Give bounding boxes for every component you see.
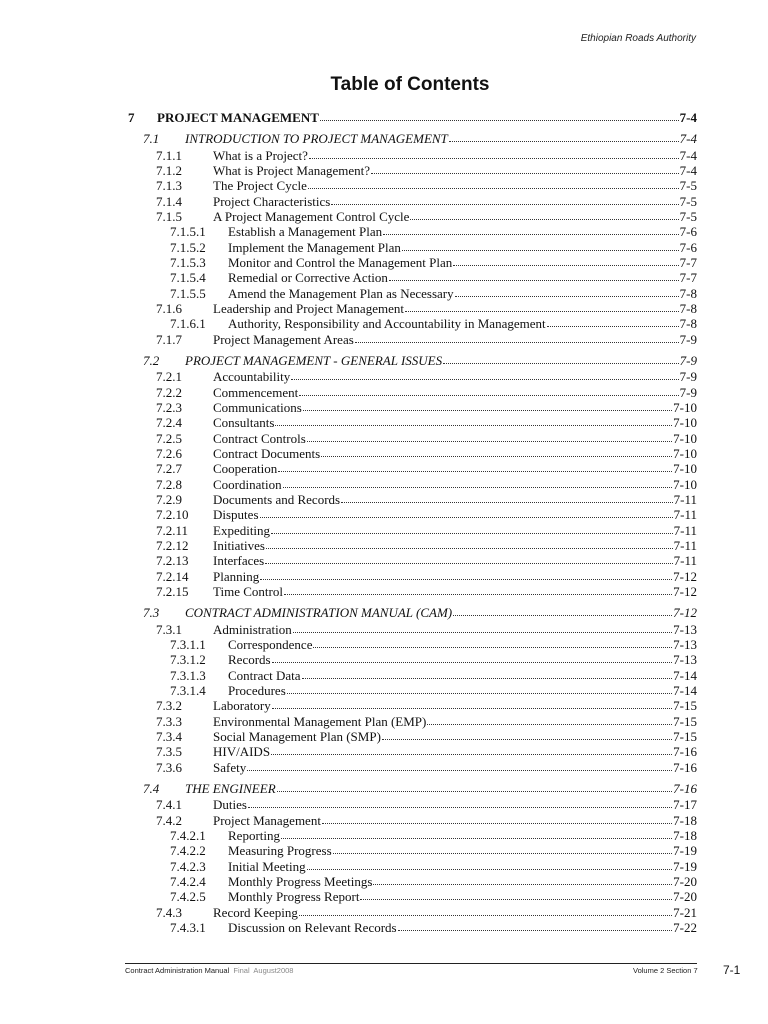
toc-leader-dots: [284, 584, 672, 595]
toc-entry-title: Cooperation: [213, 461, 278, 477]
footer-status: Final: [233, 966, 250, 975]
toc-entry[interactable]: [156, 492, 697, 508]
toc-entry-page: 7-13: [673, 621, 697, 637]
toc-entry-title: Measuring Progress: [228, 843, 332, 859]
toc-entry-number: 7.1: [143, 131, 160, 147]
toc-entry-title: Leadership and Project Management: [213, 300, 404, 316]
toc-leader-dots: [443, 353, 679, 364]
toc-entry[interactable]: [170, 920, 697, 936]
toc-entry-title: Record Keeping: [213, 904, 298, 920]
toc-entry[interactable]: [170, 316, 697, 332]
toc-entry-page: 7-11: [673, 507, 697, 523]
toc-entry-number: 7.3.4: [156, 728, 182, 744]
toc-entry-number: 7.3.1.3: [170, 667, 206, 683]
toc-leader-dots: [302, 668, 673, 679]
toc-entry[interactable]: [156, 760, 697, 776]
toc-entry[interactable]: [156, 569, 697, 585]
toc-entry[interactable]: [170, 874, 697, 890]
toc-entry-page: 7-15: [673, 728, 697, 744]
toc-entry-number: 7.2.2: [156, 384, 182, 400]
toc-entry-title: What is Project Management?: [213, 162, 371, 178]
toc-leader-dots: [266, 538, 673, 549]
toc-leader-dots: [405, 301, 679, 312]
toc-entry-number: 7.2.7: [156, 461, 182, 477]
toc-entry-number: 7.4.3.1: [170, 919, 206, 935]
toc-entry[interactable]: [156, 148, 697, 164]
toc-entry-page: 7-11: [673, 553, 697, 569]
footer-section: Volume 2 Section 7: [633, 966, 698, 975]
toc-entry[interactable]: [156, 209, 697, 225]
toc-entry-page: 7-11: [673, 537, 697, 553]
toc-leader-dots: [331, 194, 678, 205]
toc-leader-dots: [260, 507, 673, 518]
toc-leader-dots: [389, 270, 679, 281]
toc-entry-number: 7.4: [143, 780, 160, 796]
toc-entry[interactable]: [170, 240, 697, 256]
toc-entry-page: 7-14: [673, 682, 697, 698]
toc-entry-page: 7-12: [673, 605, 697, 621]
toc-entry-title: Records: [228, 652, 271, 668]
toc-entry[interactable]: [156, 194, 697, 210]
toc-entry[interactable]: [156, 553, 697, 569]
toc-entry-title: Environmental Management Plan (EMP): [213, 713, 427, 729]
toc-entry[interactable]: [156, 431, 697, 447]
toc-leader-dots: [271, 744, 672, 755]
toc-entry[interactable]: [143, 353, 697, 369]
toc-entry-page: 7-7: [679, 270, 697, 286]
toc-entry-page: 7-10: [673, 430, 697, 446]
toc-entry-page: 7-10: [673, 461, 697, 477]
toc-entry-page: 7-5: [679, 193, 697, 209]
toc-leader-dots: [260, 569, 672, 580]
footer-manual-name: Contract Administration Manual: [125, 966, 230, 975]
toc-entry-number: 7.3.6: [156, 759, 182, 775]
toc-entry[interactable]: [156, 415, 697, 431]
toc-entry-number: 7.4.2.3: [170, 858, 206, 874]
toc-leader-dots: [272, 652, 673, 663]
toc-leader-dots: [299, 905, 672, 916]
footer-manual-info: [125, 966, 293, 975]
toc-leader-dots: [333, 843, 673, 854]
toc-entry-title: Project Management: [213, 812, 321, 828]
toc-leader-dots: [410, 209, 678, 220]
toc-entry-page: 7-17: [673, 797, 697, 813]
toc-entry[interactable]: [156, 507, 697, 523]
toc-entry-page: 7-4: [679, 147, 697, 163]
toc-leader-dots: [275, 415, 672, 426]
toc-entry-number: 7.1.5.2: [170, 239, 206, 255]
toc-entry-title: Reporting: [228, 827, 280, 843]
toc-entry-number: 7.2.14: [156, 568, 189, 584]
toc-entry-page: 7-16: [673, 780, 697, 796]
toc-entry-page: 7-13: [673, 636, 697, 652]
toc-entry-title: What is a Project?: [213, 147, 308, 163]
toc-entry-number: 7.1.3: [156, 178, 182, 194]
toc-entry-number: 7.1.5: [156, 208, 182, 224]
toc-entry-page: 7-6: [679, 224, 697, 240]
toc-entry-page: 7-10: [673, 415, 697, 431]
toc-entry-page: 7-11: [673, 522, 697, 538]
toc-entry-number: 7.1.6: [156, 300, 182, 316]
toc-entry-number: 7.2.9: [156, 491, 182, 507]
toc-entry[interactable]: [170, 286, 697, 302]
toc-entry-title: Amend the Management Plan as Necessary: [228, 285, 454, 301]
toc-entry-number: 7.4.2.2: [170, 843, 206, 859]
toc-entry-page: 7-8: [679, 316, 697, 332]
toc-leader-dots: [278, 461, 672, 472]
toc-entry-title: Contract Data: [228, 667, 301, 683]
toc-entry-title: Project Characteristics: [213, 193, 331, 209]
toc-entry-number: 7.1.5.5: [170, 285, 206, 301]
toc-entry-title: Interfaces: [213, 553, 265, 569]
toc-entry-page: 7-4: [679, 110, 697, 125]
toc-entry[interactable]: [156, 163, 697, 179]
toc-entry-page: 7-9: [679, 384, 697, 400]
toc-entry-number: 7.3.1.1: [170, 636, 206, 652]
toc-entry-title: Time Control: [213, 583, 283, 599]
toc-entry[interactable]: [156, 523, 697, 539]
toc-entry-number: 7: [128, 110, 135, 125]
toc-entry[interactable]: [170, 889, 697, 905]
toc-leader-dots: [309, 148, 679, 159]
toc-entry-number: 7.2.15: [156, 583, 189, 599]
toc-entry-page: 7-11: [673, 491, 697, 507]
toc-entry[interactable]: [156, 301, 697, 317]
toc-entry[interactable]: [170, 270, 697, 286]
toc-entry-title: Commencement: [213, 384, 299, 400]
toc-entry-page: 7-20: [673, 873, 697, 889]
footer-rule: [125, 963, 697, 964]
toc-entry-number: 7.2.12: [156, 537, 189, 553]
toc-leader-dots: [449, 131, 679, 142]
toc-entry-number: 7.1.4: [156, 193, 182, 209]
toc-entry-title: CONTRACT ADMINISTRATION MANUAL (CAM): [185, 605, 453, 621]
toc-entry-number: 7.2: [143, 352, 160, 368]
toc-leader-dots: [455, 286, 679, 297]
toc-leader-dots: [281, 828, 672, 839]
toc-entry-title: Documents and Records: [213, 491, 341, 507]
toc-entry-number: 7.2.13: [156, 553, 189, 569]
toc-entry-number: 7.1.5.3: [170, 254, 206, 270]
toc-entry-number: 7.3.1.4: [170, 682, 206, 698]
toc-leader-dots: [383, 224, 678, 235]
toc-entry-title: Monthly Progress Report: [228, 889, 360, 905]
toc-entry[interactable]: [156, 729, 697, 745]
toc-entry-title: Initiatives: [213, 537, 265, 553]
toc-entry[interactable]: [156, 813, 697, 829]
toc-leader-dots: [373, 874, 672, 885]
toc-entry-number: 7.4.2: [156, 812, 182, 828]
toc-entry-title: Contract Controls: [213, 430, 306, 446]
toc-entry-title: Laboratory: [213, 698, 271, 714]
page-title: Table of Contents: [330, 74, 490, 95]
toc-leader-dots: [355, 332, 679, 343]
toc-entry[interactable]: [128, 110, 697, 126]
toc-entry-page: 7-21: [673, 904, 697, 920]
toc-entry[interactable]: [156, 584, 697, 600]
toc-entry[interactable]: [156, 446, 697, 462]
toc-leader-dots: [271, 523, 673, 534]
toc-leader-dots: [247, 760, 672, 771]
toc-entry-page: 7-8: [679, 285, 697, 301]
toc-entry-title: Social Management Plan (SMP): [213, 728, 381, 744]
toc-entry-page: 7-10: [673, 399, 697, 415]
toc-entry-title: The Project Cycle: [213, 178, 307, 194]
toc-entry-page: 7-10: [673, 445, 697, 461]
toc-leader-dots: [272, 698, 672, 709]
toc-leader-dots: [283, 477, 673, 488]
toc-entry-number: 7.4.2.5: [170, 889, 206, 905]
toc-entry[interactable]: [156, 744, 697, 760]
toc-entry-title: PROJECT MANAGEMENT - GENERAL ISSUES: [185, 352, 443, 368]
toc-entry-number: 7.3.5: [156, 744, 182, 760]
toc-entry-number: 7.1.2: [156, 162, 182, 178]
toc-leader-dots: [322, 813, 672, 824]
toc-entry-number: 7.2.3: [156, 399, 182, 415]
toc-entry-page: 7-18: [673, 812, 697, 828]
toc-entry-page: 7-13: [673, 652, 697, 668]
toc-entry-page: 7-14: [673, 667, 697, 683]
toc-entry-title: Initial Meeting: [228, 858, 306, 874]
toc-entry-title: INTRODUCTION TO PROJECT MANAGEMENT: [185, 131, 448, 147]
toc-entry-title: Duties: [213, 797, 247, 813]
toc-entry-number: 7.2.8: [156, 476, 182, 492]
toc-entry-title: Project Management Areas: [213, 331, 354, 347]
toc-entry-title: HIV/AIDS: [213, 744, 271, 760]
toc-entry-page: 7-7: [679, 254, 697, 270]
toc-entry-number: 7.2.4: [156, 415, 182, 431]
toc-entry[interactable]: [170, 859, 697, 875]
toc-entry-title: Coordination: [213, 476, 282, 492]
toc-entry[interactable]: [156, 385, 697, 401]
toc-leader-dots: [427, 714, 672, 725]
toc-entry-number: 7.1.1: [156, 147, 182, 163]
toc-entry[interactable]: [143, 781, 697, 797]
toc-entry[interactable]: [170, 683, 697, 699]
toc-leader-dots: [360, 889, 672, 900]
toc-leader-dots: [320, 110, 679, 121]
toc-entry-title: Communications: [213, 399, 302, 415]
toc-entry-page: 7-12: [673, 568, 697, 584]
toc-entry[interactable]: [170, 668, 697, 684]
toc-entry-number: 7.3.1: [156, 621, 182, 637]
toc-entry-page: 7-15: [673, 713, 697, 729]
toc-entry[interactable]: [156, 477, 697, 493]
toc-entry[interactable]: [156, 622, 697, 638]
toc-leader-dots: [321, 446, 672, 457]
toc-entry[interactable]: [170, 255, 697, 271]
toc-leader-dots: [307, 859, 673, 870]
toc-leader-dots: [291, 369, 678, 380]
toc-entry-title: Contract Documents: [213, 445, 321, 461]
toc-entry-page: 7-12: [673, 583, 697, 599]
toc-entry-title: Safety: [213, 759, 247, 775]
toc-entry[interactable]: [156, 369, 697, 385]
toc-entry-page: 7-16: [673, 759, 697, 775]
toc-entry-page: 7-5: [679, 208, 697, 224]
toc-leader-dots: [303, 400, 672, 411]
toc-leader-dots: [547, 316, 679, 327]
toc-entry-page: 7-9: [679, 369, 697, 385]
toc-entry-number: 7.4.2.4: [170, 873, 206, 889]
toc-entry[interactable]: [156, 178, 697, 194]
toc-entry-page: 7-22: [673, 919, 697, 935]
toc-leader-dots: [248, 797, 672, 808]
toc-entry-page: 7-20: [673, 889, 697, 905]
toc-entry-title: Procedures: [228, 682, 286, 698]
toc-entry-title: Remedial or Corrective Action: [228, 270, 388, 286]
toc-entry[interactable]: [156, 461, 697, 477]
toc-entry-number: 7.4.2.1: [170, 827, 206, 843]
toc-leader-dots: [265, 553, 672, 564]
toc-entry[interactable]: [143, 131, 697, 147]
toc-entry-number: 7.3: [143, 605, 160, 621]
toc-entry-page: 7-15: [673, 698, 697, 714]
toc-leader-dots: [453, 605, 672, 616]
toc-entry-page: 7-19: [673, 858, 697, 874]
toc-entry-title: A Project Management Control Cycle: [213, 208, 410, 224]
toc-entry[interactable]: [143, 605, 697, 621]
toc-leader-dots: [341, 492, 673, 503]
toc-entry-page: 7-19: [673, 843, 697, 859]
toc-entry-page: 7-18: [673, 827, 697, 843]
toc-entry-title: Monitor and Control the Management Plan: [228, 254, 453, 270]
toc-entry-title: THE ENGINEER: [185, 780, 276, 796]
toc-entry-title: Establish a Management Plan: [228, 224, 383, 240]
toc-entry[interactable]: [156, 797, 697, 813]
toc-entry-number: 7.4.1: [156, 797, 182, 813]
toc-entry-page: 7-6: [679, 239, 697, 255]
toc-entry-title: Implement the Management Plan: [228, 239, 401, 255]
toc-entry-number: 7.2.6: [156, 445, 182, 461]
toc-entry-title: Expediting: [213, 522, 271, 538]
toc-entry-page: 7-5: [679, 178, 697, 194]
toc-entry-number: 7.2.5: [156, 430, 182, 446]
toc-entry-page: 7-4: [679, 162, 697, 178]
toc-leader-dots: [313, 637, 672, 648]
toc-entry[interactable]: [156, 905, 697, 921]
toc-entry-title: Monthly Progress Meetings: [228, 873, 373, 889]
toc-entry[interactable]: [156, 400, 697, 416]
toc-entry-number: 7.1.5.1: [170, 224, 206, 240]
toc-entry[interactable]: [170, 843, 697, 859]
header-organization: Ethiopian Roads Authority: [580, 33, 696, 44]
toc-entry-number: 7.3.2: [156, 698, 182, 714]
toc-entry-title: Authority, Responsibility and Accountability in Management: [228, 316, 546, 332]
toc-entry-number: 7.4.3: [156, 904, 182, 920]
toc-leader-dots: [293, 622, 672, 633]
toc-entry[interactable]: [170, 224, 697, 240]
toc-leader-dots: [299, 385, 678, 396]
toc-entry-number: 7.3.3: [156, 713, 182, 729]
toc-leader-dots: [402, 240, 679, 251]
toc-entry-page: 7-9: [679, 331, 697, 347]
toc-leader-dots: [307, 431, 672, 442]
toc-entry-page: 7-9: [679, 352, 697, 368]
toc-entry-title: Accountability: [213, 369, 291, 385]
footer-page-number: 7-1: [723, 963, 741, 977]
toc-entry-number: 7.2.1: [156, 369, 182, 385]
toc-leader-dots: [382, 729, 672, 740]
toc-entry-title: Administration: [213, 621, 292, 637]
toc-entry-page: 7-8: [679, 300, 697, 316]
toc-leader-dots: [398, 920, 673, 931]
toc-entry-number: 7.1.5.4: [170, 270, 206, 286]
toc-entry[interactable]: [156, 698, 697, 714]
toc-entry[interactable]: [156, 332, 697, 348]
toc-entry-number: 7.2.11: [156, 522, 189, 538]
toc-leader-dots: [277, 781, 673, 792]
toc-entry[interactable]: [156, 714, 697, 730]
toc-leader-dots: [453, 255, 678, 266]
footer-date: August2008: [253, 966, 294, 975]
toc-entry-page: 7-4: [679, 131, 697, 147]
toc-entry-number: 7.2.10: [156, 507, 189, 523]
toc-leader-dots: [371, 163, 679, 174]
toc-leader-dots: [308, 178, 679, 189]
toc-entry-title: Disputes: [213, 507, 259, 523]
toc-leader-dots: [287, 683, 672, 694]
toc-entry-page: 7-16: [673, 744, 697, 760]
toc-entry[interactable]: [156, 538, 697, 554]
toc-entry-title: Consultants: [213, 415, 275, 431]
toc-entry-number: 7.1.6.1: [170, 316, 206, 332]
toc-entry-number: 7.1.7: [156, 331, 182, 347]
toc-entry-number: 7.3.1.2: [170, 652, 206, 668]
toc-entry-title: Planning: [213, 568, 260, 584]
toc-entry-title: Discussion on Relevant Records: [228, 919, 397, 935]
toc-entry-title: PROJECT MANAGEMENT: [157, 110, 319, 125]
toc-entry[interactable]: [170, 828, 697, 844]
toc-entry[interactable]: [170, 637, 697, 653]
toc-entry-page: 7-10: [673, 476, 697, 492]
toc-entry[interactable]: [170, 652, 697, 668]
toc-entry-title: Correspondence: [228, 636, 313, 652]
